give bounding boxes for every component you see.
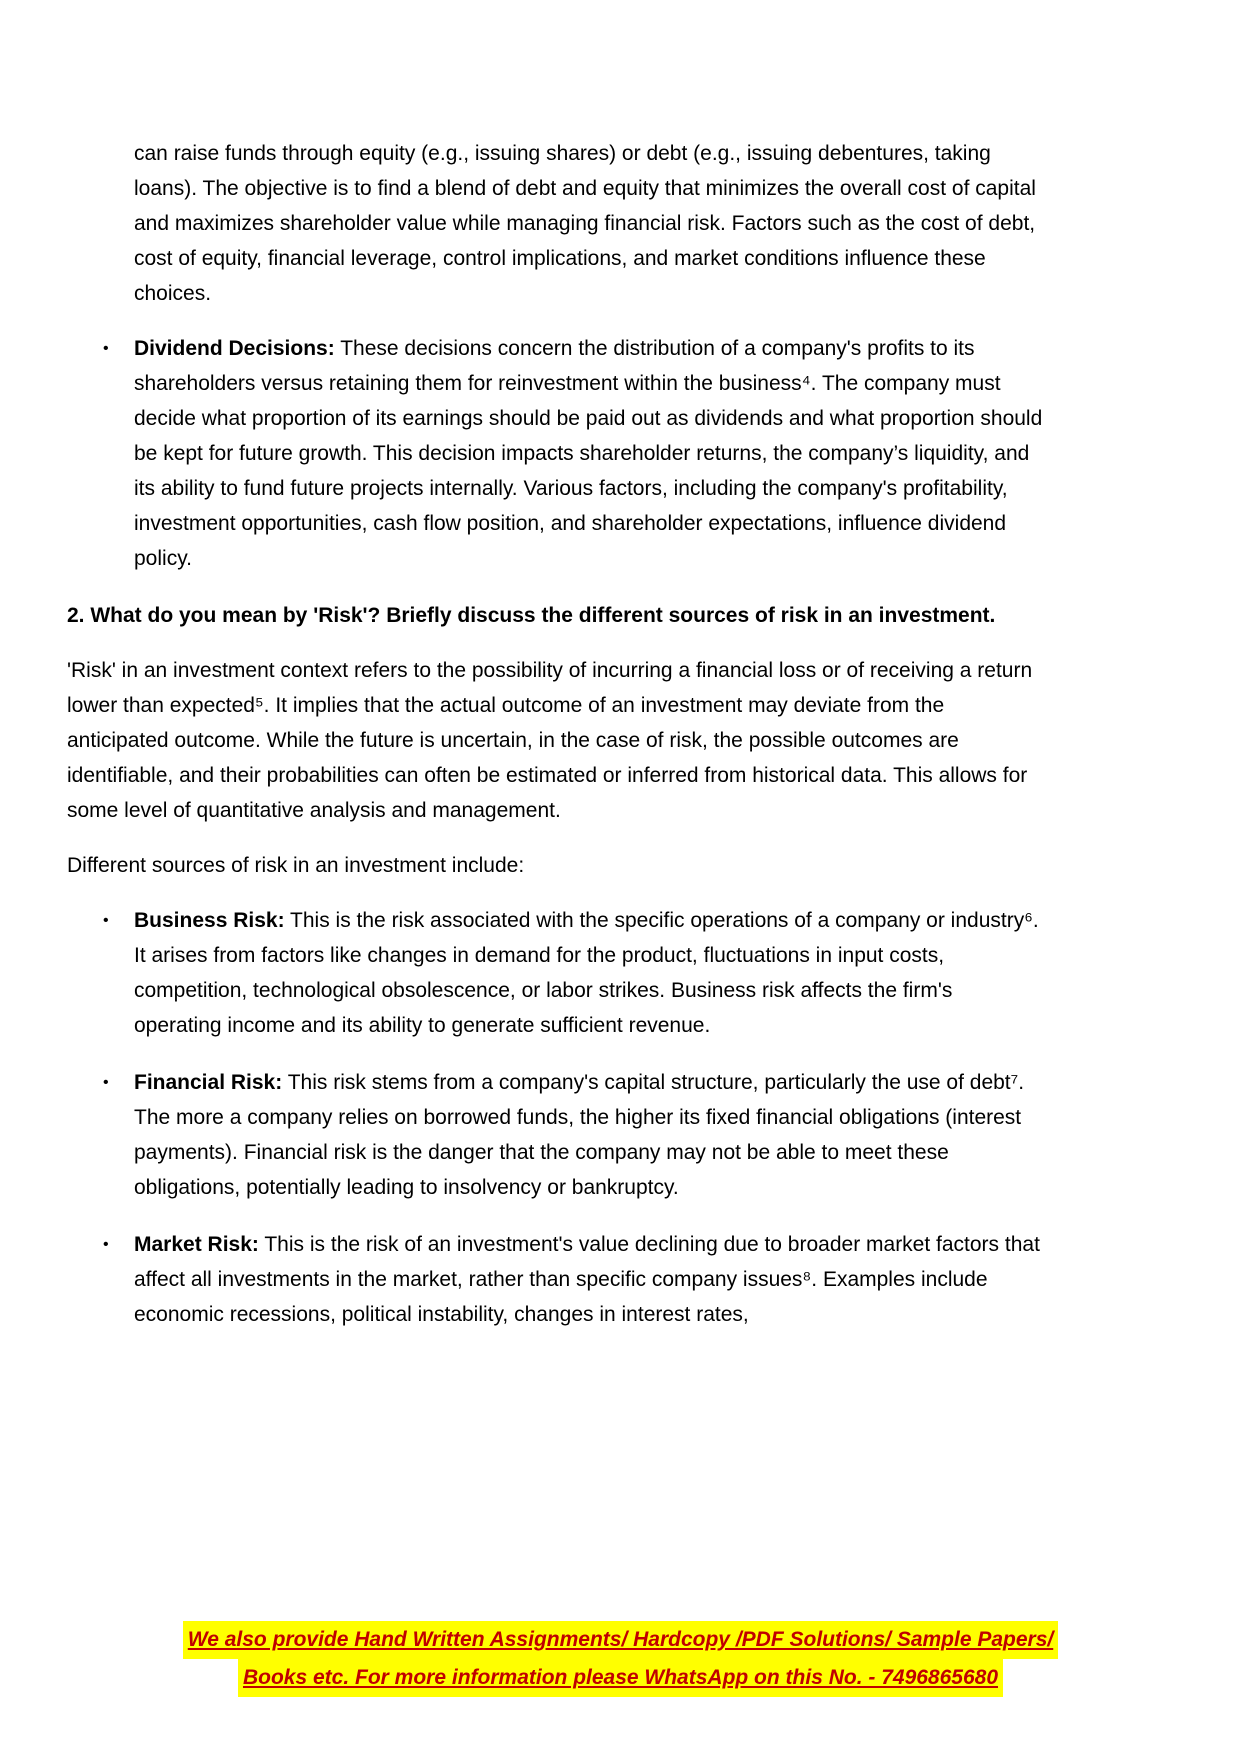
footer-highlight: We also provide Hand Written Assignments/ Hardcopy /PDF Solutions/ Sample Papers/ xyxy=(183,1621,1058,1659)
bullet-financial-risk xyxy=(67,1065,1045,1205)
bullet-text: This is the risk associated with the specific operations of a company or industry⁶. It arises from factors like changes in demand for the product, fluctuations in input costs, competition, technological obsolescence, or labor strikes. Business risk affects the firm's operating income and its ability to generate sufficient revenue. xyxy=(134,909,1039,1037)
footer-highlight: Books etc. For more information please WhatsApp on this No. - 7496865680 xyxy=(238,1659,1003,1697)
footer-line-2 xyxy=(0,1659,1241,1697)
bullet-label: Business Risk: xyxy=(134,909,285,932)
bullet-icon: • xyxy=(103,340,109,357)
bullet-icon: • xyxy=(103,912,109,929)
footer-line-1 xyxy=(0,1621,1241,1659)
risk-definition-paragraph: 'Risk' in an investment context refers to the possibility of incurring a financial loss or of receiving a return lower than expected⁵. It implies that the actual outcome of an investment may deviate from the anticipated outcome. While the future is uncertain, in the case of risk, the possible outcomes are identifiable, and their probabilities can often be estimated or inferred from historical data. This allows for some level of quantitative analysis and management. xyxy=(67,659,1033,822)
bullet-dividend-decisions xyxy=(67,331,1045,576)
bullet-market-risk xyxy=(67,1227,1045,1332)
bullet-text: This is the risk of an investment's value declining due to broader market factors that affect all investments in the market, rather than specific company issues⁸. Examples include economic recessions, political instability, changes in interest rates, xyxy=(134,1233,1040,1326)
bullet-text: These decisions concern the distribution of a company's profits to its shareholders versus retaining them for reinvestment within the business⁴. The company must decide what proportion of its earnings should be paid out as dividends and what proportion should be kept for future growth. This decision impacts shareholder returns, the company’s liquidity, and its ability to fund future projects internally. Various factors, including the company's profitability, investment opportunities, cash flow position, and shareholder expectations, influence dividend policy. xyxy=(134,337,1043,570)
bullet-label: Market Risk: xyxy=(134,1233,259,1256)
bullet-business-risk xyxy=(67,903,1045,1043)
bullet-text: This risk stems from a company's capital structure, particularly the use of debt⁷. The more a company relies on borrowed funds, the higher its fixed financial obligations (interest payments). Financial risk is the danger that the company may not be able to meet these obligations, potentially leading to insolvency or bankruptcy. xyxy=(134,1071,1025,1199)
bullet-icon: • xyxy=(103,1236,109,1253)
bullet-label: Dividend Decisions: xyxy=(134,337,335,360)
sources-intro-paragraph: Different sources of risk in an investment include: xyxy=(67,854,525,877)
bullet-icon: • xyxy=(103,1074,109,1091)
continuation-paragraph: can raise funds through equity (e.g., issuing shares) or debt (e.g., issuing debentures, taking loans). The objective is to find a blend of debt and equity that minimizes the overall cost of capital and maximizes shareholder value while managing financial risk. Factors such as the cost of debt, cost of equity, financial leverage, control implications, and market conditions influence these choices. xyxy=(134,142,1036,305)
promo-footer xyxy=(0,1621,1241,1697)
bullet-label: Financial Risk: xyxy=(134,1071,283,1094)
question-2-heading: 2. What do you mean by 'Risk'? Briefly discuss the different sources of risk in an investment. xyxy=(67,604,996,627)
document-body xyxy=(67,136,1045,1354)
